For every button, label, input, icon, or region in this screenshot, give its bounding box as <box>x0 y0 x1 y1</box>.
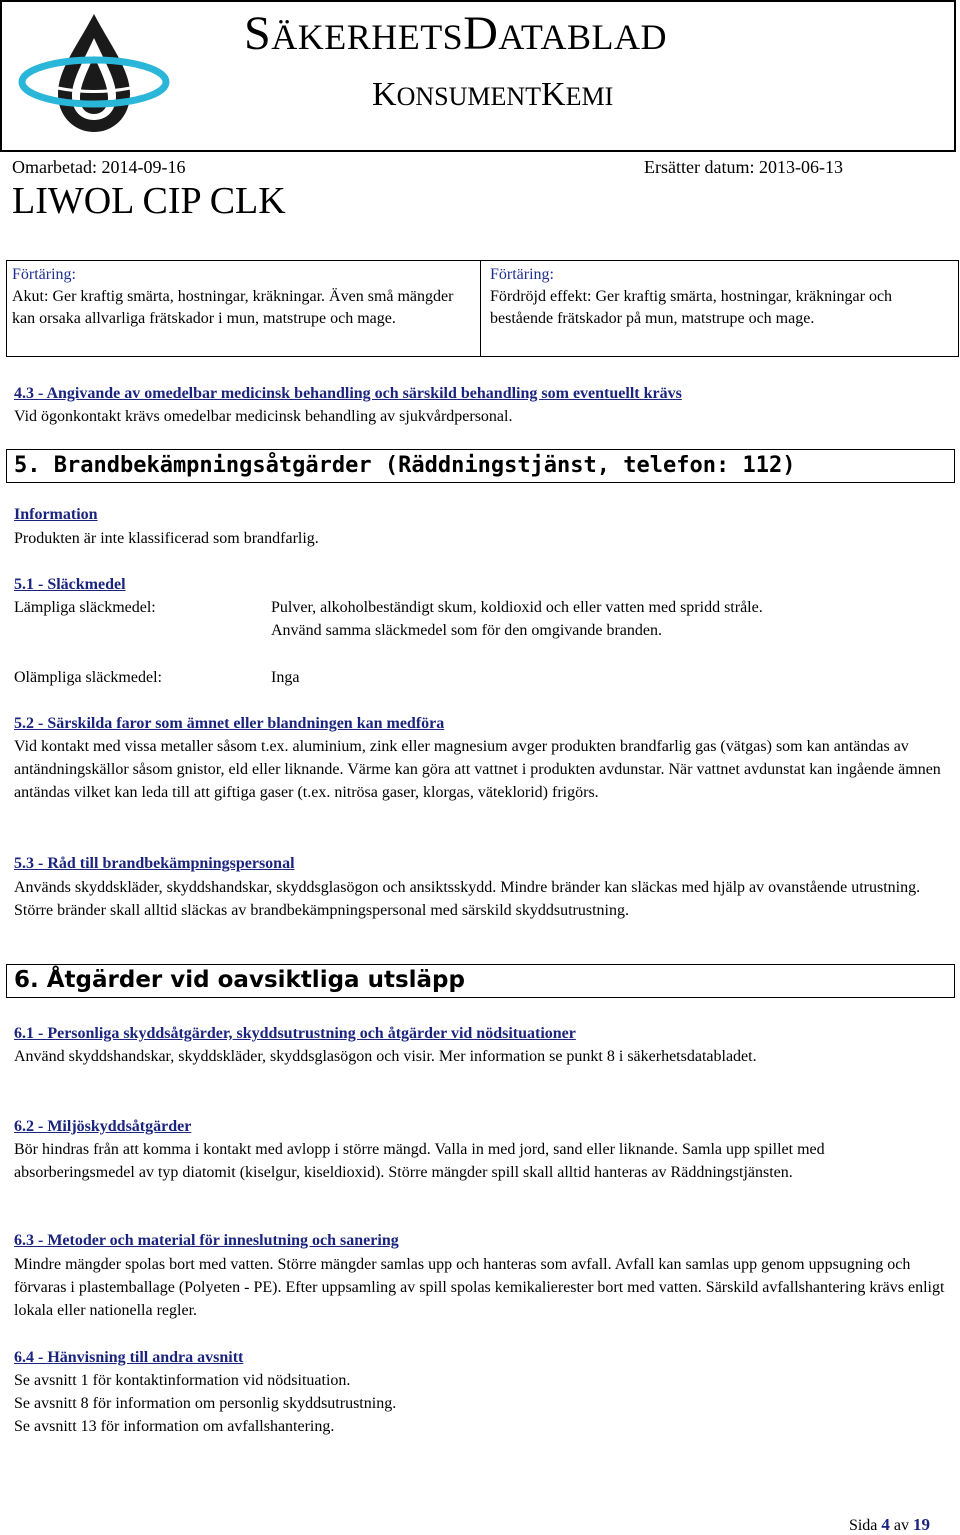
page-number: Sida 4 av 19 <box>848 1515 930 1534</box>
document-subtitle: KONSUMENTKEMI <box>372 76 614 113</box>
water-drop-orbit-logo <box>14 8 174 146</box>
section-6-4-line-3: Se avsnitt 13 för information om avfallshantering. <box>14 1418 335 1435</box>
suitable-value-2: Använd samma släckmedel som för den omgivande branden. <box>271 622 662 639</box>
section-5-3-heading: 5.3 - Råd till brandbekämpningspersonal <box>14 855 295 872</box>
section-5-info-heading: Information <box>14 506 98 523</box>
section-4-3-heading: 4.3 - Angivande av omedelbar medicinsk behandling och särskild behandling som eventuellt krävs <box>14 385 682 402</box>
section-5-title: 5. Brandbekämpningsåtgärder (Räddningstjänst, telefon: 112) <box>14 453 796 478</box>
section-6-title: 6. Åtgärder vid oavsiktliga utsläpp <box>14 967 465 993</box>
replaces-date: Ersätter datum: 2013-06-13 <box>644 157 843 177</box>
section-6-3-text: Mindre mängder spolas bort med vatten. Större mängder samlas upp och hanteras som avfall. Avfall kan samlas upp genom uppsugning och förvaras i plastemballage (Polyeten - PE). Efter uppsamling av spill spolas kemikalierester bort med vatten. Särskild avfallshantering krävs enligt lokala eller nationella regler. <box>14 1256 945 1319</box>
suitable-value-1: Pulver, alkoholbeständigt skum, koldioxid och eller vatten med spridd stråle. <box>271 599 763 616</box>
section-5-3-text: Används skyddskläder, skyddshandskar, skyddsglasögon och ansiktsskydd. Mindre bränder kan släckas med hjälp av ovanstående utrustning. Större bränder skall alltid släckas av brandbekämpningspersonal med särskild skyddsutrustning. <box>14 879 921 919</box>
section-6-4-line-2: Se avsnitt 8 för information om personlig skyddsutrustning. <box>14 1395 397 1412</box>
section-5-2-text: Vid kontakt med vissa metaller såsom t.ex. aluminium, zink eller magnesium avger produkten brandfarlig gas (vätgas) som kan antändas av antändningskällor såsom gnistor, eld eller liknande. Värme kan göra att vattnet i produkten avdunstar. När vattnet avdunstat kan ingående ämnen antändas vilket kan leda till att giftiga gaser (t.ex. nitrösa gaser, klorgas, väteklorid) frigörs. <box>14 738 941 801</box>
ingestion-acute-text: Akut: Ger kraftig smärta, hostningar, kräkningar. Även små mängder kan orsaka allvarliga frätskador i mun, matstrupe och mage. <box>12 288 454 327</box>
section-5-2-heading: 5.2 - Särskilda faror som ämnet eller blandningen kan medföra <box>14 715 445 732</box>
ingestion-acute-cell <box>12 264 474 330</box>
revised-date: Omarbetad: 2014-09-16 <box>12 157 186 177</box>
suitable-label: Lämpliga släckmedel: <box>14 599 156 616</box>
section-6-4-heading: 6.4 - Hänvisning till andra avsnitt <box>14 1349 244 1366</box>
ingestion-acute-heading: Förtäring: <box>12 266 76 283</box>
section-5-info-text: Produkten är inte klassificerad som brandfarlig. <box>14 530 319 547</box>
section-6-2-text: Bör hindras från att komma i kontakt med avlopp i större mängd. Valla in med jord, sand eller liknande. Samla upp spillet med absorberingsmedel av typ diatomit (kiselgur, kiseldioxid). Större mängder spill skall alltid hanteras av Räddningstjänsten. <box>14 1141 825 1181</box>
section-6-4-line-1: Se avsnitt 1 för kontaktinformation vid nödsituation. <box>14 1372 351 1389</box>
section-6-3-heading: 6.3 - Metoder och material för inneslutning och sanering <box>14 1232 399 1249</box>
table-divider <box>480 260 481 357</box>
section-6-2-heading: 6.2 - Miljöskyddsåtgärder <box>14 1118 192 1135</box>
ingestion-delayed-heading: Förtäring: <box>490 266 554 283</box>
unsuitable-value: Inga <box>271 669 300 686</box>
ingestion-delayed-cell <box>490 264 950 330</box>
unsuitable-label: Olämpliga släckmedel: <box>14 669 162 686</box>
section-5-1-heading: 5.1 - Släckmedel <box>14 576 126 593</box>
product-name: LIWOL CIP CLK <box>12 180 286 222</box>
ingestion-delayed-text: Fördröjd effekt: Ger kraftig smärta, hostningar, kräkningar och bestående frätskador på mun, matstrupe och mage. <box>490 288 893 327</box>
section-6-1-text: Använd skyddshandskar, skyddskläder, skyddsglasögon och visir. Mer information se punkt 8 i säkerhetsdatabladet. <box>14 1048 757 1065</box>
section-6-1-heading: 6.1 - Personliga skyddsåtgärder, skyddsutrustning och åtgärder vid nödsituationer <box>14 1025 576 1042</box>
document-title: SÄKERHETSDATABLAD <box>244 7 667 60</box>
section-4-3-text: Vid ögonkontakt krävs omedelbar medicinsk behandling av sjukvårdpersonal. <box>14 408 513 425</box>
